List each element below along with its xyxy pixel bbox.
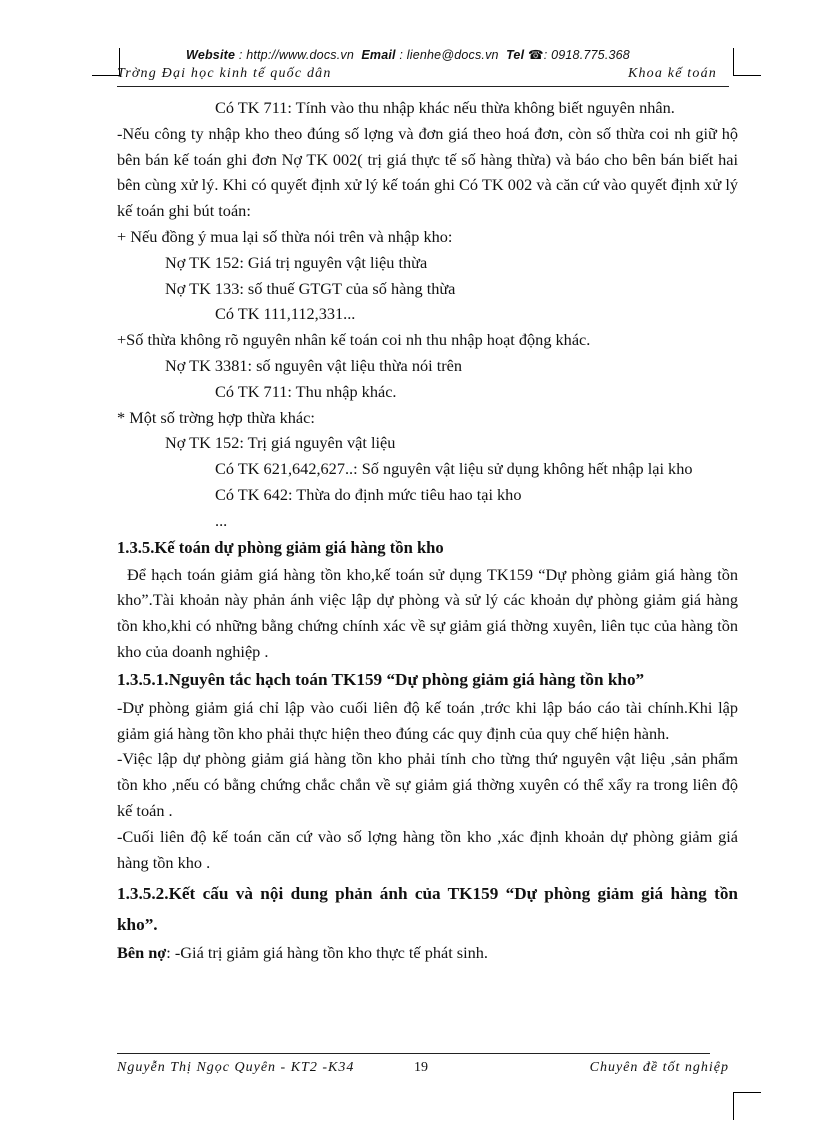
body-line-9: Có TK 711: Thu nhập khác. (215, 381, 397, 401)
email-label: Email (361, 48, 396, 62)
footer-rule (117, 1053, 710, 1054)
body-line-7: +Số thừa không rõ nguyên nhân kế toán coi nh thu nhập hoạt động khác. (117, 330, 591, 350)
section-heading: 1.3.5.Kế toán dự phòng giảm giá hàng tồn kho (117, 537, 444, 557)
body-line-14: ... (215, 510, 228, 530)
faculty-name: Khoa kế toán (627, 66, 717, 81)
section-intro: Để hạch toán giảm giá hàng tồn kho,kế toán sử dụng TK159 “Dự phòng giảm giá hàng tồn kho”.Tài khoản này phản ánh việc lập dự phòng và sử lý các khoản dự phòng giảm giá hàng tồn kho,khi có những bằng chứng chính xác về sự giảm giá thờng xuyên, liên tục của hàng tồn kho của doanh nghiệp . (117, 564, 738, 661)
email-value: : lienhe@docs.vn (399, 48, 499, 62)
body-line-5: Nợ TK 133: số thuế GTGT của số hàng thừa (165, 278, 456, 298)
body-line-4: Nợ TK 152: Giá trị nguyên vật liệu thừa (165, 252, 428, 272)
body-paragraph-2: -Nếu công ty nhập kho theo đúng số lợng và đơn giá theo hoá đơn, còn số thừa coi nh giữ hộ bên bán kế toán ghi đơn Nợ TK 002( trị giá thực tế số hàng thừa) và báo cho bên bán biết hai bên cùng xử lý. Khi có quyết định xử lý kế toán ghi Có TK 002 và căn cứ vào quyết định xử lý kế toán ghi bút toán: (117, 123, 738, 221)
tel-label: Tel (506, 48, 525, 62)
crop-mark-bottom-right-h (733, 1092, 761, 1093)
thesis-topic: Chuyên đề tốt nghiệp (589, 1060, 729, 1075)
body-line-6: Có TK 111,112,331... (215, 304, 356, 324)
crop-mark-bottom-right-v (733, 1092, 734, 1120)
website-banner (0, 47, 816, 62)
subsection-1-heading: 1.3.5.1.Nguyên tắc hạch toán TK159 “Dự phòng giảm giá hàng tồn kho” (117, 669, 645, 689)
rule-paragraph-2: -Việc lập dự phòng giảm giá hàng tồn kho phải tính cho từng thứ nguyên vật liệu ,sản phẩm tồn kho ,nếu có bằng chứng chắc chắn về sự giảm giá thờng xuyên có thể xẩy ra trong liên độ kế toán . (117, 749, 738, 820)
crop-mark-top-right-h (733, 75, 761, 76)
tel-value: : 0918.775.368 (543, 48, 630, 62)
page-number: 19 (414, 1060, 428, 1075)
rule-paragraph-3: -Cuối liên độ kế toán căn cứ vào số lợng hàng tồn kho ,xác định khoản dự phòng giảm giá hàng tồn kho . (117, 826, 738, 872)
website-value: : http://www.docs.vn (238, 48, 355, 62)
school-name: Trờng Đại học kinh tế quốc dân (117, 66, 332, 81)
body-line-11: Nợ TK 152: Trị giá nguyên vật liệu (165, 433, 396, 453)
website-label: Website (186, 48, 236, 62)
body-line-3: + Nếu đồng ý mua lại số thừa nói trên và nhập kho: (117, 226, 453, 246)
author-name: Nguyễn Thị Ngọc Quyên - KT2 -K34 (117, 1060, 355, 1075)
subsection-2-heading: 1.3.5.2.Kết cấu và nội dung phản ánh của TK159 “Dự phòng giảm giá hàng tồn kho”. (117, 884, 738, 935)
header-rule (117, 86, 729, 87)
debit-line (117, 940, 738, 966)
phone-icon: ☎ (527, 48, 544, 62)
body-line-8: Nợ TK 3381: số nguyên vật liệu thừa nói trên (165, 355, 463, 375)
body-line-12: Có TK 621,642,627..: Số nguyên vật liệu sử dụng không hết nhập lại kho (215, 459, 693, 479)
debit-label: Bên nợ (117, 943, 167, 963)
body-line-10: * Một số trờng hợp thừa khác: (117, 407, 315, 427)
crop-mark-top-left-h (92, 75, 120, 76)
body-line-1: Có TK 711: Tính vào thu nhập khác nếu thừa không biết nguyên nhân. (215, 98, 675, 117)
debit-text: : -Giá trị giảm giá hàng tồn kho thực tế phát sinh. (166, 943, 489, 963)
rule-paragraph-1: -Dự phòng giảm giá chỉ lập vào cuối liên độ kế toán ,trớc khi lập báo cáo tài chính.Khi lập giảm giá hàng tồn kho phải thực hiện theo đúng các quy định của quy chế hiện hành. (117, 697, 738, 743)
body-line-13: Có TK 642: Thừa do định mức tiêu hao tại kho (215, 484, 522, 504)
document-body (117, 95, 738, 966)
